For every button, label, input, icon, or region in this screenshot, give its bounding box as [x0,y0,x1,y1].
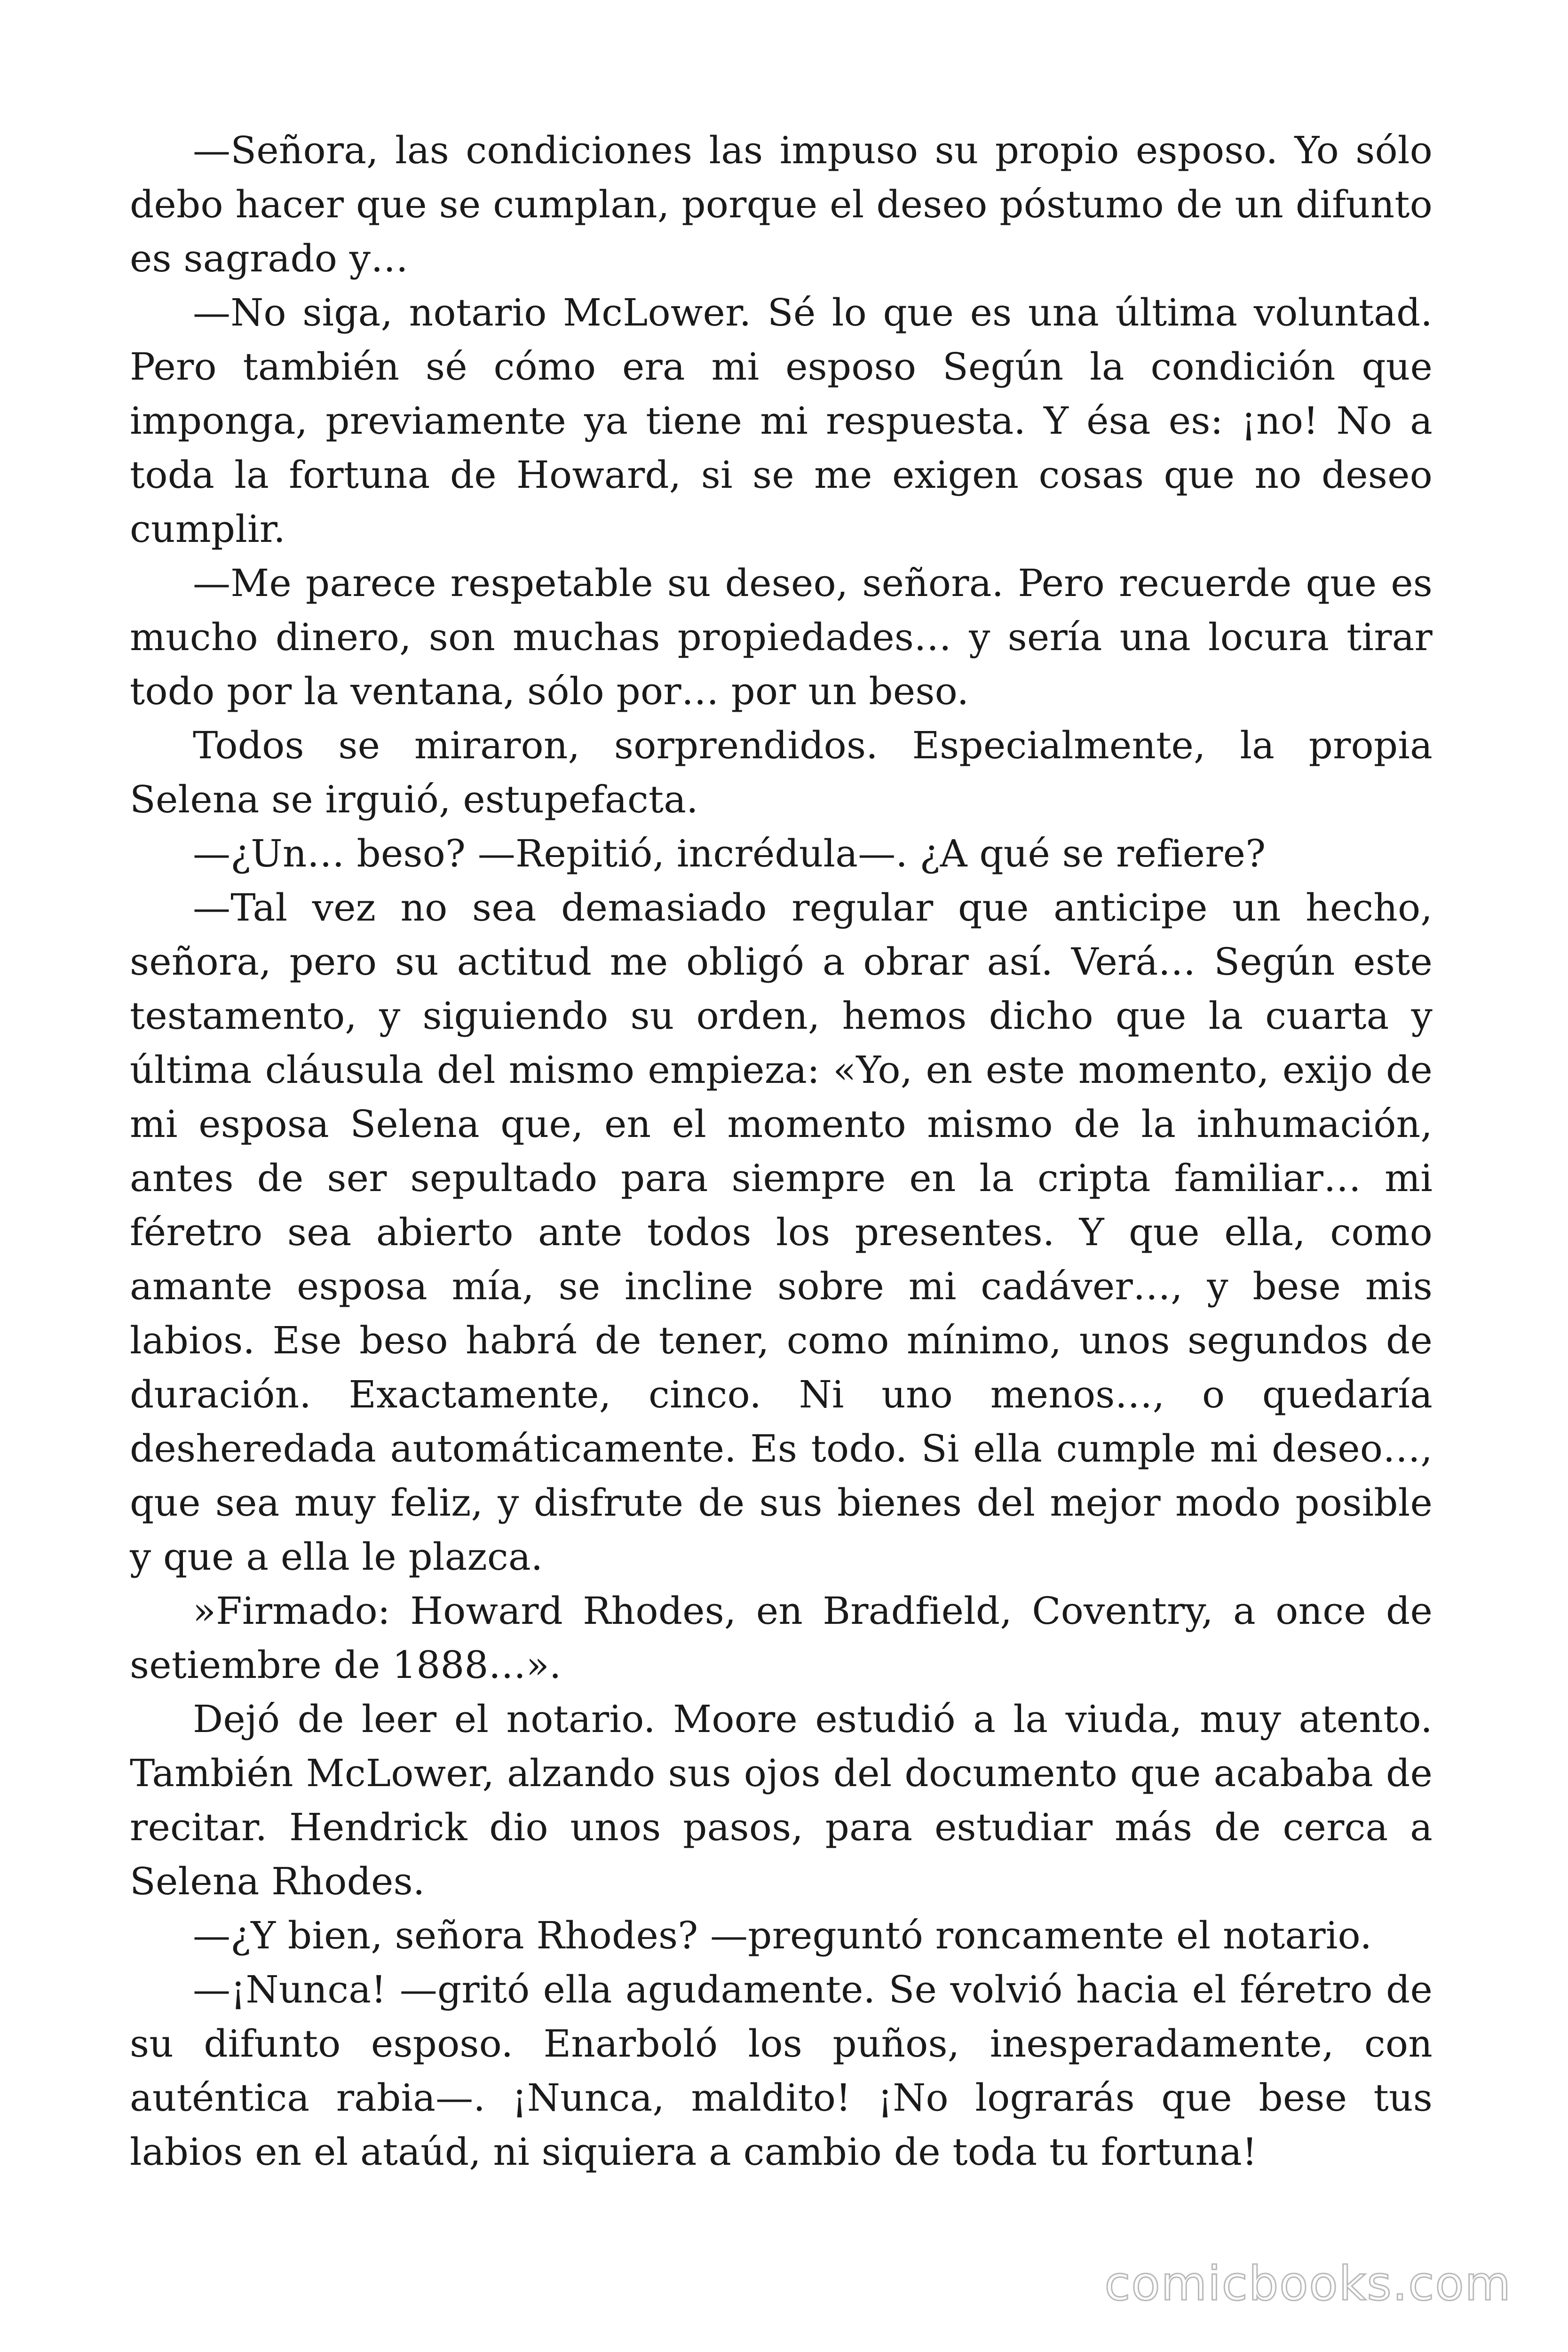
watermark: comicbooks.com [1104,2256,1512,2311]
paragraph-1: —Señora, las condiciones las impuso su propio esposo. Yo sólo debo hacer que se cumplan, porque el deseo póstumo de un difunto es sagrado y… [130,128,1433,280]
paragraph-3: —Me parece respetable su deseo, señora. Pero recuerde que es mucho dinero, son muchas propiedades… y sería una locura tirar todo por la ventana, sólo por… por un beso. [130,561,1433,713]
paragraph-5: —¿Un… beso? —Repitió, incrédula—. ¿A qué se refiere? [193,832,1266,875]
page-body [130,123,1433,2179]
paragraph-9: —¿Y bien, señora Rhodes? —preguntó roncamente el notario. [193,1914,1372,1957]
paragraph-2: —No siga, notario McLower. Sé lo que es una última voluntad. Pero también sé cómo era mi esposo Según la condición que imponga, previamente ya tiene mi respuesta. Y ésa es: ¡no! No a toda la fortuna de Howard, si se me exigen cosas que no deseo cumplir. [130,291,1433,551]
paragraph-4: Todos se miraron, sorprendidos. Especialmente, la propia Selena se irguió, estupefacta. [130,723,1433,821]
paragraph-10: —¡Nunca! —gritó ella agudamente. Se volvió hacia el féretro de su difunto esposo. Enarboló los puños, inesperadamente, con auténtica rabia—. ¡Nunca, maldito! ¡No lograrás que bese tus labios en el ataúd, ni siquiera a cambio de toda tu fortuna! [130,1968,1433,2174]
paragraph-8: Dejó de leer el notario. Moore estudió a la viuda, muy atento. También McLower, alzando sus ojos del documento que acababa de recitar. Hendrick dio unos pasos, para estudiar más de cerca a Selena Rhodes. [130,1697,1433,1903]
paragraph-7: »Firmado: Howard Rhodes, en Bradfield, Coventry, a once de setiembre de 1888…». [130,1589,1433,1687]
paragraph-6: —Tal vez no sea demasiado regular que anticipe un hecho, señora, pero su actitud me obligó a obrar así. Verá… Según este testamento, y siguiendo su orden, hemos dicho que la cuarta y última cláusula del mismo empieza: «Yo, en este momento, exijo de mi esposa Selena que, en el momento mismo de la inhumación, antes de ser sepultado para siempre en la cripta familiar… mi féretro sea abierto ante todos los presentes. Y que ella, como amante esposa mía, se incline sobre mi cadáver…, y bese mis labios. Ese beso habrá de tener, como mínimo, unos segundos de duración. Exactamente, cinco. Ni uno menos…, o quedaría desheredada automáticamente. Es todo. Si ella cumple mi deseo…, que sea muy feliz, y disfrute de sus bienes del mejor modo posible y que a ella le plazca. [130,886,1433,1579]
